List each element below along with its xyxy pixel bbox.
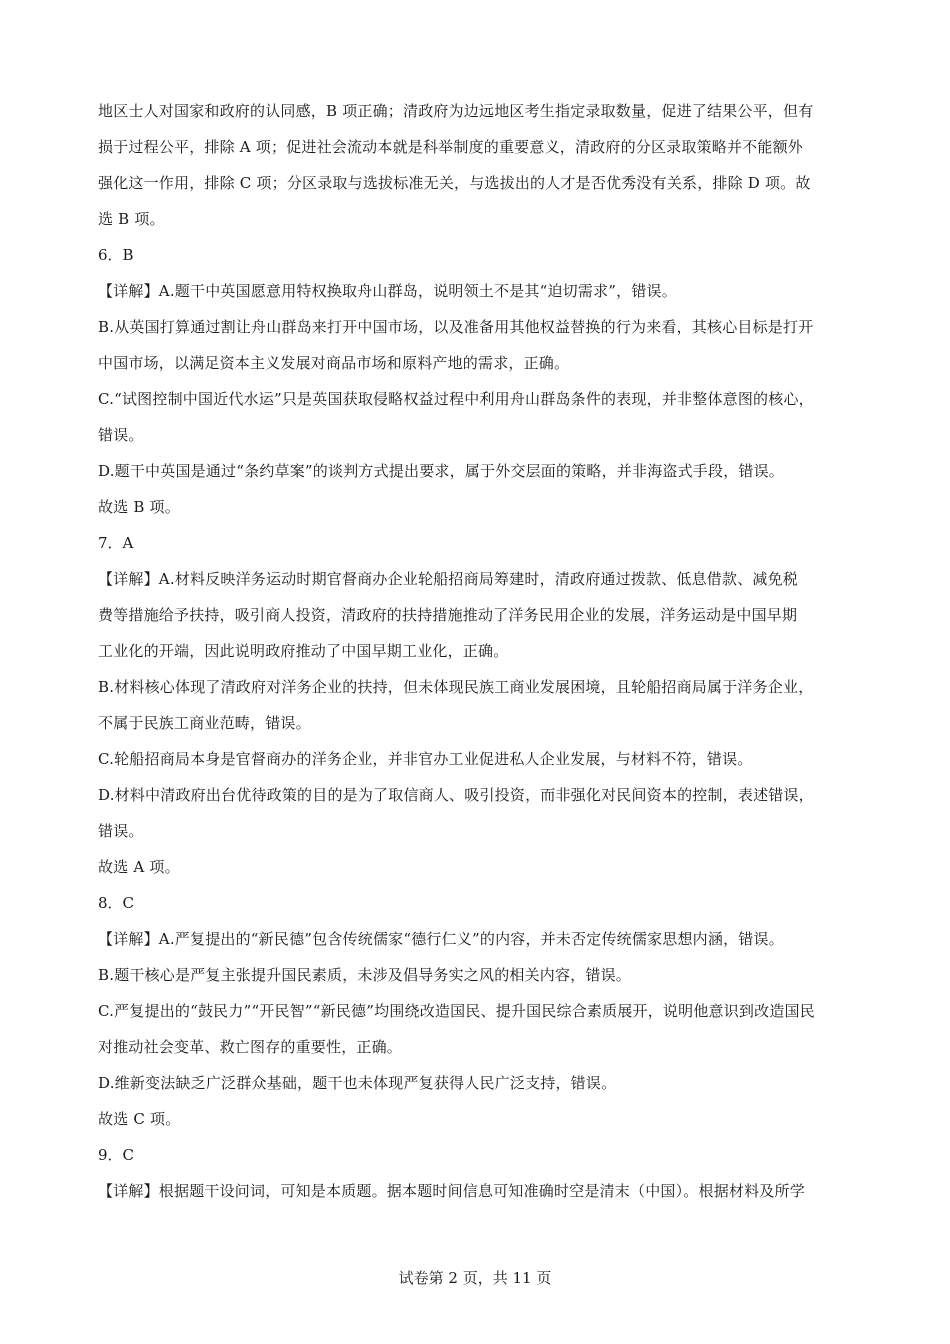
question-8-answer: 8．C	[98, 894, 135, 912]
text-line: 【详解】A.材料反映洋务运动时期官督商办企业轮船招商局筹建时，清政府通过拨款、低息借款、减免税	[98, 570, 799, 588]
text-line: 故选 A 项。	[98, 858, 180, 876]
text-line: D.题干中英国是通过“条约草案”的谈判方式提出要求，属于外交层面的策略，并非海盗式手段，错误。	[98, 462, 785, 480]
text-line: D.材料中清政府出台优待政策的目的是为了取信商人、吸引投资，而非强化对民间资本的控制，表述错误，	[98, 786, 814, 804]
text-line: 【详解】A.题干中英国愿意用特权换取舟山群岛，说明领土不是其“迫切需求”，错误。	[98, 282, 677, 300]
text-line: C.“试图控制中国近代水运”只是英国获取侵略权益过程中利用舟山群岛条件的表现，并非整体意图的核心，	[98, 390, 814, 408]
question-6-answer: 6．B	[98, 246, 134, 264]
question-9-answer: 9．C	[98, 1146, 135, 1164]
text-line: B.材料核心体现了清政府对洋务企业的扶持，但未体现民族工商业发展困境，且轮船招商局属于洋务企业，	[98, 678, 814, 696]
text-line: D.维新变法缺乏广泛群众基础，题干也未体现严复获得人民广泛支持，错误。	[98, 1074, 617, 1092]
text-line: 错误。	[98, 426, 144, 444]
text-line: 故选 B 项。	[98, 498, 180, 516]
text-line: C.严复提出的“鼓民力”“开民智”“新民德”均围绕改造国民、提升国民综合素质展开，说明他意识到改造国民	[98, 1002, 815, 1020]
text-line: 中国市场，以满足资本主义发展对商品市场和原料产地的需求，正确。	[98, 354, 570, 372]
text-line: 强化这一作用，排除 C 项；分区录取与选拔标准无关，与选拔出的人才是否优秀没有关系，排除 D 项。故	[98, 174, 811, 192]
text-line: 错误。	[98, 822, 144, 840]
answer-explanations	[98, 93, 862, 1209]
text-line: C.轮船招商局本身是官督商办的洋务企业，并非官办工业促进私人企业发展，与材料不符，错误。	[98, 750, 753, 768]
text-line: 故选 C 项。	[98, 1110, 181, 1128]
text-line: B.从英国打算通过割让舟山群岛来打开中国市场，以及准备用其他权益替换的行为来看，其核心目标是打开	[98, 318, 814, 336]
text-line: 费等措施给予扶持，吸引商人投资，清政府的扶持措施推动了洋务民用企业的发展，洋务运动是中国早期	[98, 606, 798, 624]
text-line: 对推动社会变革、救亡图存的重要性，正确。	[98, 1038, 403, 1056]
text-line: 损于过程公平，排除 A 项；促进社会流动本就是科举制度的重要意义，清政府的分区录取策略并不能额外	[98, 138, 803, 156]
text-line: 选 B 项。	[98, 210, 165, 228]
text-line: 【详解】A.严复提出的“新民德”包含传统儒家“德行仁义”的内容，并未否定传统儒家思想内涵，错误。	[98, 930, 784, 948]
question-7-answer: 7．A	[98, 534, 134, 552]
text-line: B.题干核心是严复主张提升国民素质，未涉及倡导务实之风的相关内容，错误。	[98, 966, 631, 984]
text-line: 不属于民族工商业范畴，错误。	[98, 714, 311, 732]
text-line: 地区士人对国家和政府的认同感，B 项正确；清政府为边远地区考生指定录取数量，促进了结果公平，但有	[98, 102, 814, 120]
text-line: 【详解】根据题干设问词，可知是本质题。据本题时间信息可知准确时空是清末（中国）。根据材料及所学	[98, 1182, 805, 1200]
text-line: 工业化的开端，因此说明政府推动了中国早期工业化，正确。	[98, 642, 509, 660]
page-footer: 试卷第 2 页，共 11 页	[398, 1269, 552, 1287]
